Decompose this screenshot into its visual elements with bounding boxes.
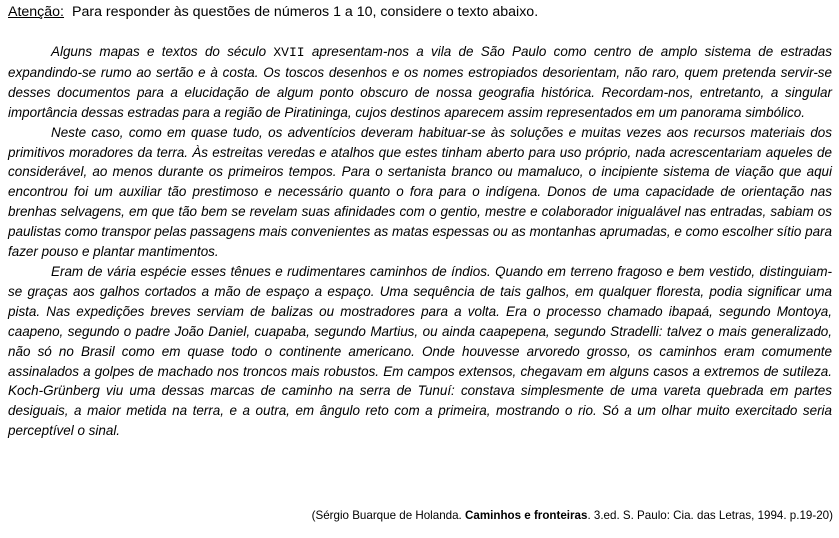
attention-label: Atenção: [8, 4, 65, 20]
citation-details: . 3.ed. S. Paulo: Cia. das Letras, 1994. p.19-20) [587, 509, 833, 522]
paragraph-3: Eram de vária espécie esses tênues e rudimentares caminhos de índios. Quando em terreno fragoso e bem vestido, distinguiam-se graças aos galhos cortados a mão de espaço a espaço. Uma sequência de tais galhos, em qualquer floresta, podia significar uma pista. Nas expedições breves serviam de balizas ou mostradores para a volta. Era o processo chamado ibapaá, segundo Montoya, caapeno, segundo o padre João Daniel, cuapaba, segundo Martius, ou ainda caapepena, segundo Stradelli: talvez o mais generalizado, não só no Brasil como em quase todo o continente americano. Onde houvesse arvoredo grosso, os caminhos eram comumente assinalados a golpes de machado nos troncos mais robustos. Em campos extensos, chegavam em alguns casos a extremos de sutileza. Koch-Grünberg viu uma dessas marcas de caminho na serra de Tunuí: constava simplesmente de uma vareta quebrada em partes desiguais, a maior metida na terra, e a outra, em ângulo reto com a primeira, mostrando o rio. Só a um olhar muito exercitado seria perceptível o sinal. [8, 263, 832, 439]
instruction-text: Para responder às questões de números 1 a 10, considere o texto abaixo. [72, 4, 539, 20]
source-citation [312, 509, 833, 523]
instruction-header [8, 4, 538, 21]
paragraph-1-start: Alguns mapas e textos do século [51, 44, 274, 59]
citation-title: Caminhos e fronteiras [465, 509, 588, 522]
citation-author: (Sérgio Buarque de Holanda. [311, 509, 462, 522]
paragraph-2: Neste caso, como em quase tudo, os adventícios deveram habituar-se às soluções e muitas vezes aos recursos materiais dos primitivos moradores da terra. Às estreitas veredas e atalhos que estes tinham aberto para uso próprio, nada acrescentariam aqueles de considerável, ao menos durante os primeiros tempos. Para o sertanista branco ou mamaluco, o incipiente sistema de viação que aqui encontrou foi um auxiliar tão prestimoso e necessário quanto o fora para o indígena. Donos de uma capacidade de orientação nas brenhas selvagens, em que tão bem se revelam suas afinidades com o gentio, mestre e colaborador inigualável nas entradas, sabiam os paulistas como transpor pelas passagens mais convenientes as matas espessas ou as montanhas aprumadas, e como escolher sítio para fazer pouso e plantar mantimentos. [8, 124, 832, 260]
passage [8, 42, 832, 441]
paragraph-1 [8, 42, 832, 123]
paragraph-1-rest: apresentam-nos a vila de São Paulo como centro de amplo sistema de estradas expandindo-se rumo ao sertão e à costa. Os toscos desenhos e os nomes estropiados desorientam, não raro, quem pretenda servir-se desses documentos para a elucidação de algum ponto obscuro de nossa geografia histórica. Recordam-nos, entretanto, a singular importância dessas estradas para a região de Piratininga, cujos destinos aparecem assim representados em um panorama simbólico. [8, 44, 833, 120]
century-numeral: XVII [273, 45, 305, 60]
